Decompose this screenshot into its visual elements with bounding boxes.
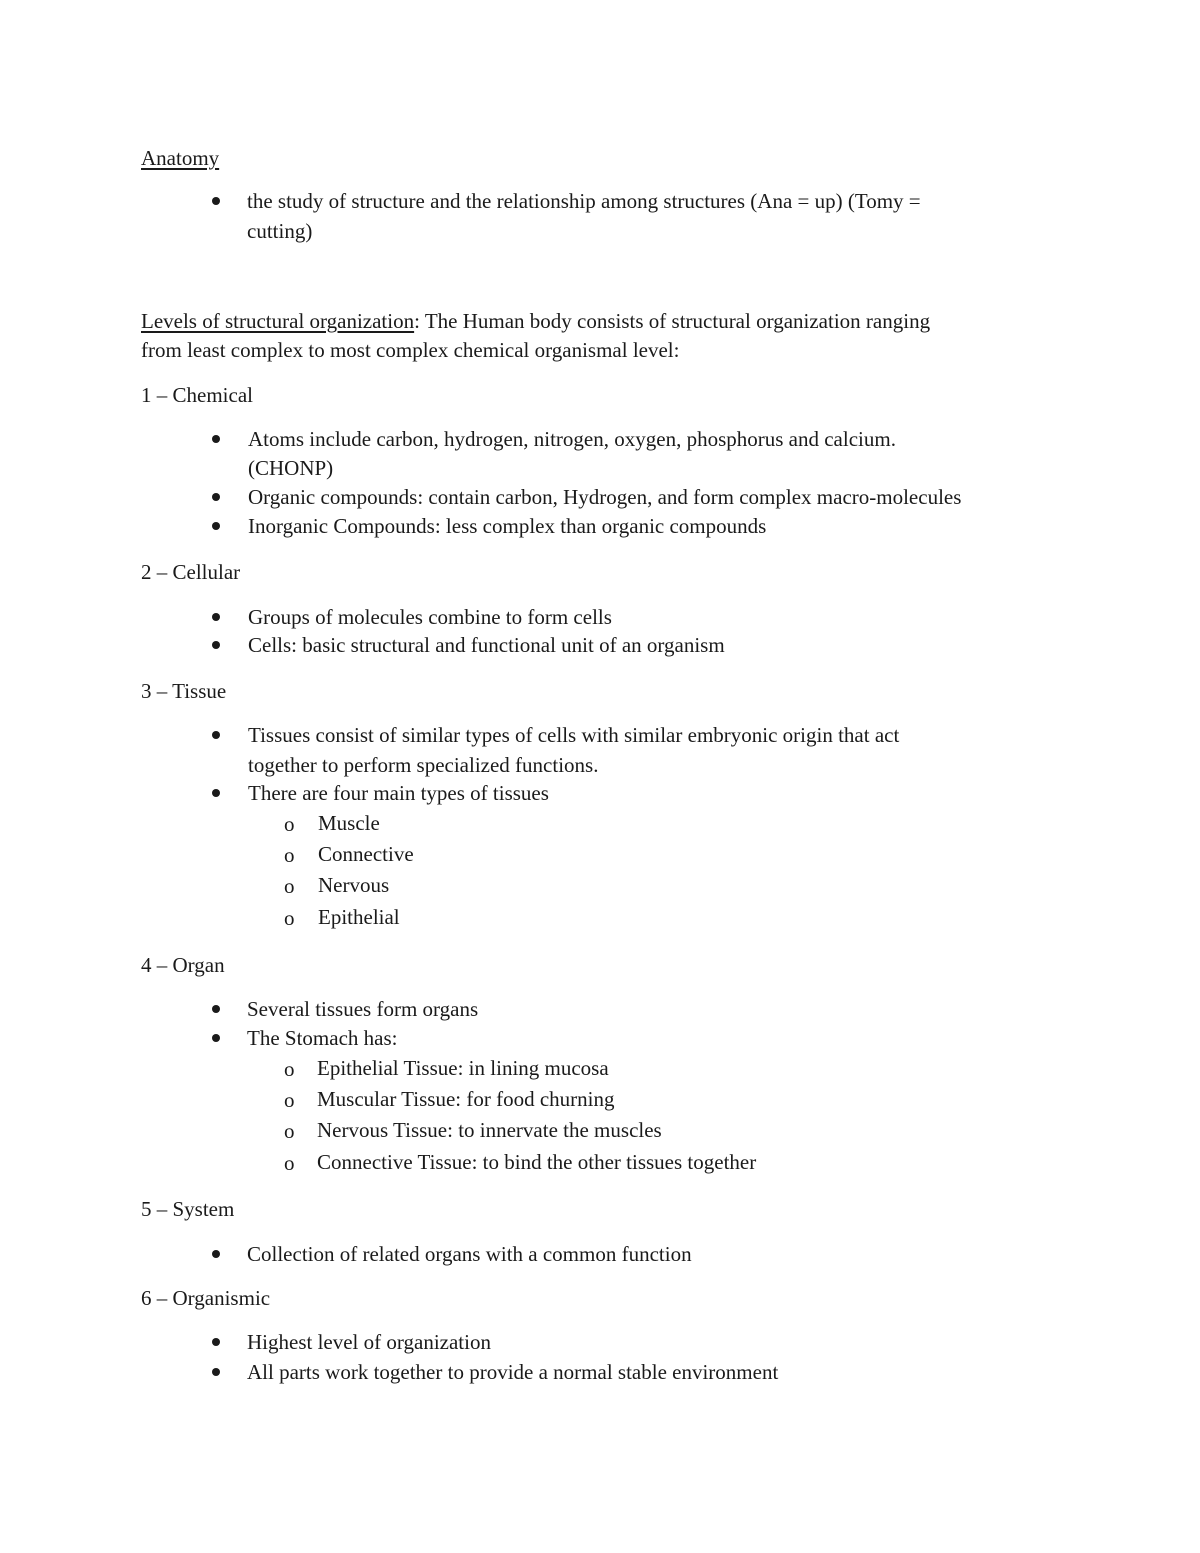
bullet-dot (212, 1034, 220, 1042)
levels-intro-line-2: from least complex to most complex chemical organismal level: (141, 338, 680, 362)
tissue-type-nervous: Nervous (318, 873, 390, 897)
bullet-dot (212, 613, 220, 621)
sub-bullet-marker: o (284, 1151, 295, 1175)
bullet-dot (212, 493, 220, 501)
bullet-dot (212, 1368, 220, 1376)
tissue-bullet-2: There are four main types of tissues (248, 781, 549, 805)
sub-bullet-marker: o (284, 1057, 295, 1081)
sub-bullet-marker: o (284, 1088, 295, 1112)
organismic-bullet-1: Highest level of organization (247, 1330, 491, 1354)
bullet-dot (212, 1005, 220, 1013)
levels-heading: Levels of structural organization (141, 309, 415, 333)
chemical-bullet-1-cont: (CHONP) (248, 456, 334, 480)
chemical-bullet-1: Atoms include carbon, hydrogen, nitrogen, oxygen, phosphorus and calcium. (248, 427, 896, 451)
sub-bullet-marker: o (284, 843, 295, 867)
section-title-cellular: 2 – Cellular (141, 560, 241, 584)
bullet-dot (212, 731, 220, 739)
anatomy-definition-line-1: the study of structure and the relationship among structures (Ana = up) (Tomy = (247, 189, 921, 213)
anatomy-heading: Anatomy (141, 146, 220, 170)
section-title-chemical: 1 – Chemical (141, 383, 253, 407)
tissue-type-epithelial: Epithelial (318, 905, 400, 929)
system-bullet-1: Collection of related organs with a common function (247, 1242, 692, 1266)
stomach-tissue-epithelial: Epithelial Tissue: in lining mucosa (317, 1056, 609, 1080)
section-title-tissue: 3 – Tissue (141, 679, 227, 703)
bullet-dot (212, 522, 220, 530)
stomach-tissue-connective: Connective Tissue: to bind the other tissues together (317, 1150, 757, 1174)
anatomy-definition-line-2: cutting) (247, 219, 313, 243)
section-title-organ: 4 – Organ (141, 953, 225, 977)
bullet-dot (212, 197, 220, 205)
organ-bullet-1: Several tissues form organs (247, 997, 479, 1021)
section-title-organismic: 6 – Organismic (141, 1286, 271, 1310)
bullet-dot (212, 789, 220, 797)
stomach-tissue-muscular: Muscular Tissue: for food churning (317, 1087, 615, 1111)
tissue-type-muscle: Muscle (318, 811, 380, 835)
chemical-bullet-2: Organic compounds: contain carbon, Hydrogen, and form complex macro-molecules (248, 485, 962, 509)
bullet-dot (212, 1250, 220, 1258)
cellular-bullet-2: Cells: basic structural and functional unit of an organism (248, 633, 725, 657)
organismic-bullet-2: All parts work together to provide a normal stable environment (247, 1360, 779, 1384)
sub-bullet-marker: o (284, 812, 295, 836)
tissue-bullet-1: Tissues consist of similar types of cells with similar embryonic origin that act (248, 723, 900, 747)
bullet-dot (212, 1338, 220, 1346)
sub-bullet-marker: o (284, 874, 295, 898)
levels-intro-line-1 (141, 311, 930, 332)
levels-intro-text: : The Human body consists of structural organization ranging (414, 309, 931, 333)
tissue-bullet-1-cont: together to perform specialized functions. (248, 753, 599, 777)
bullet-dot (212, 641, 220, 649)
tissue-type-connective: Connective (318, 842, 414, 866)
sub-bullet-marker: o (284, 1119, 295, 1143)
organ-bullet-2: The Stomach has: (247, 1026, 398, 1050)
stomach-tissue-nervous: Nervous Tissue: to innervate the muscles (317, 1118, 662, 1142)
cellular-bullet-1: Groups of molecules combine to form cells (248, 605, 612, 629)
sub-bullet-marker: o (284, 906, 295, 930)
section-title-system: 5 – System (141, 1197, 235, 1221)
chemical-bullet-3: Inorganic Compounds: less complex than organic compounds (248, 514, 767, 538)
bullet-dot (212, 435, 220, 443)
